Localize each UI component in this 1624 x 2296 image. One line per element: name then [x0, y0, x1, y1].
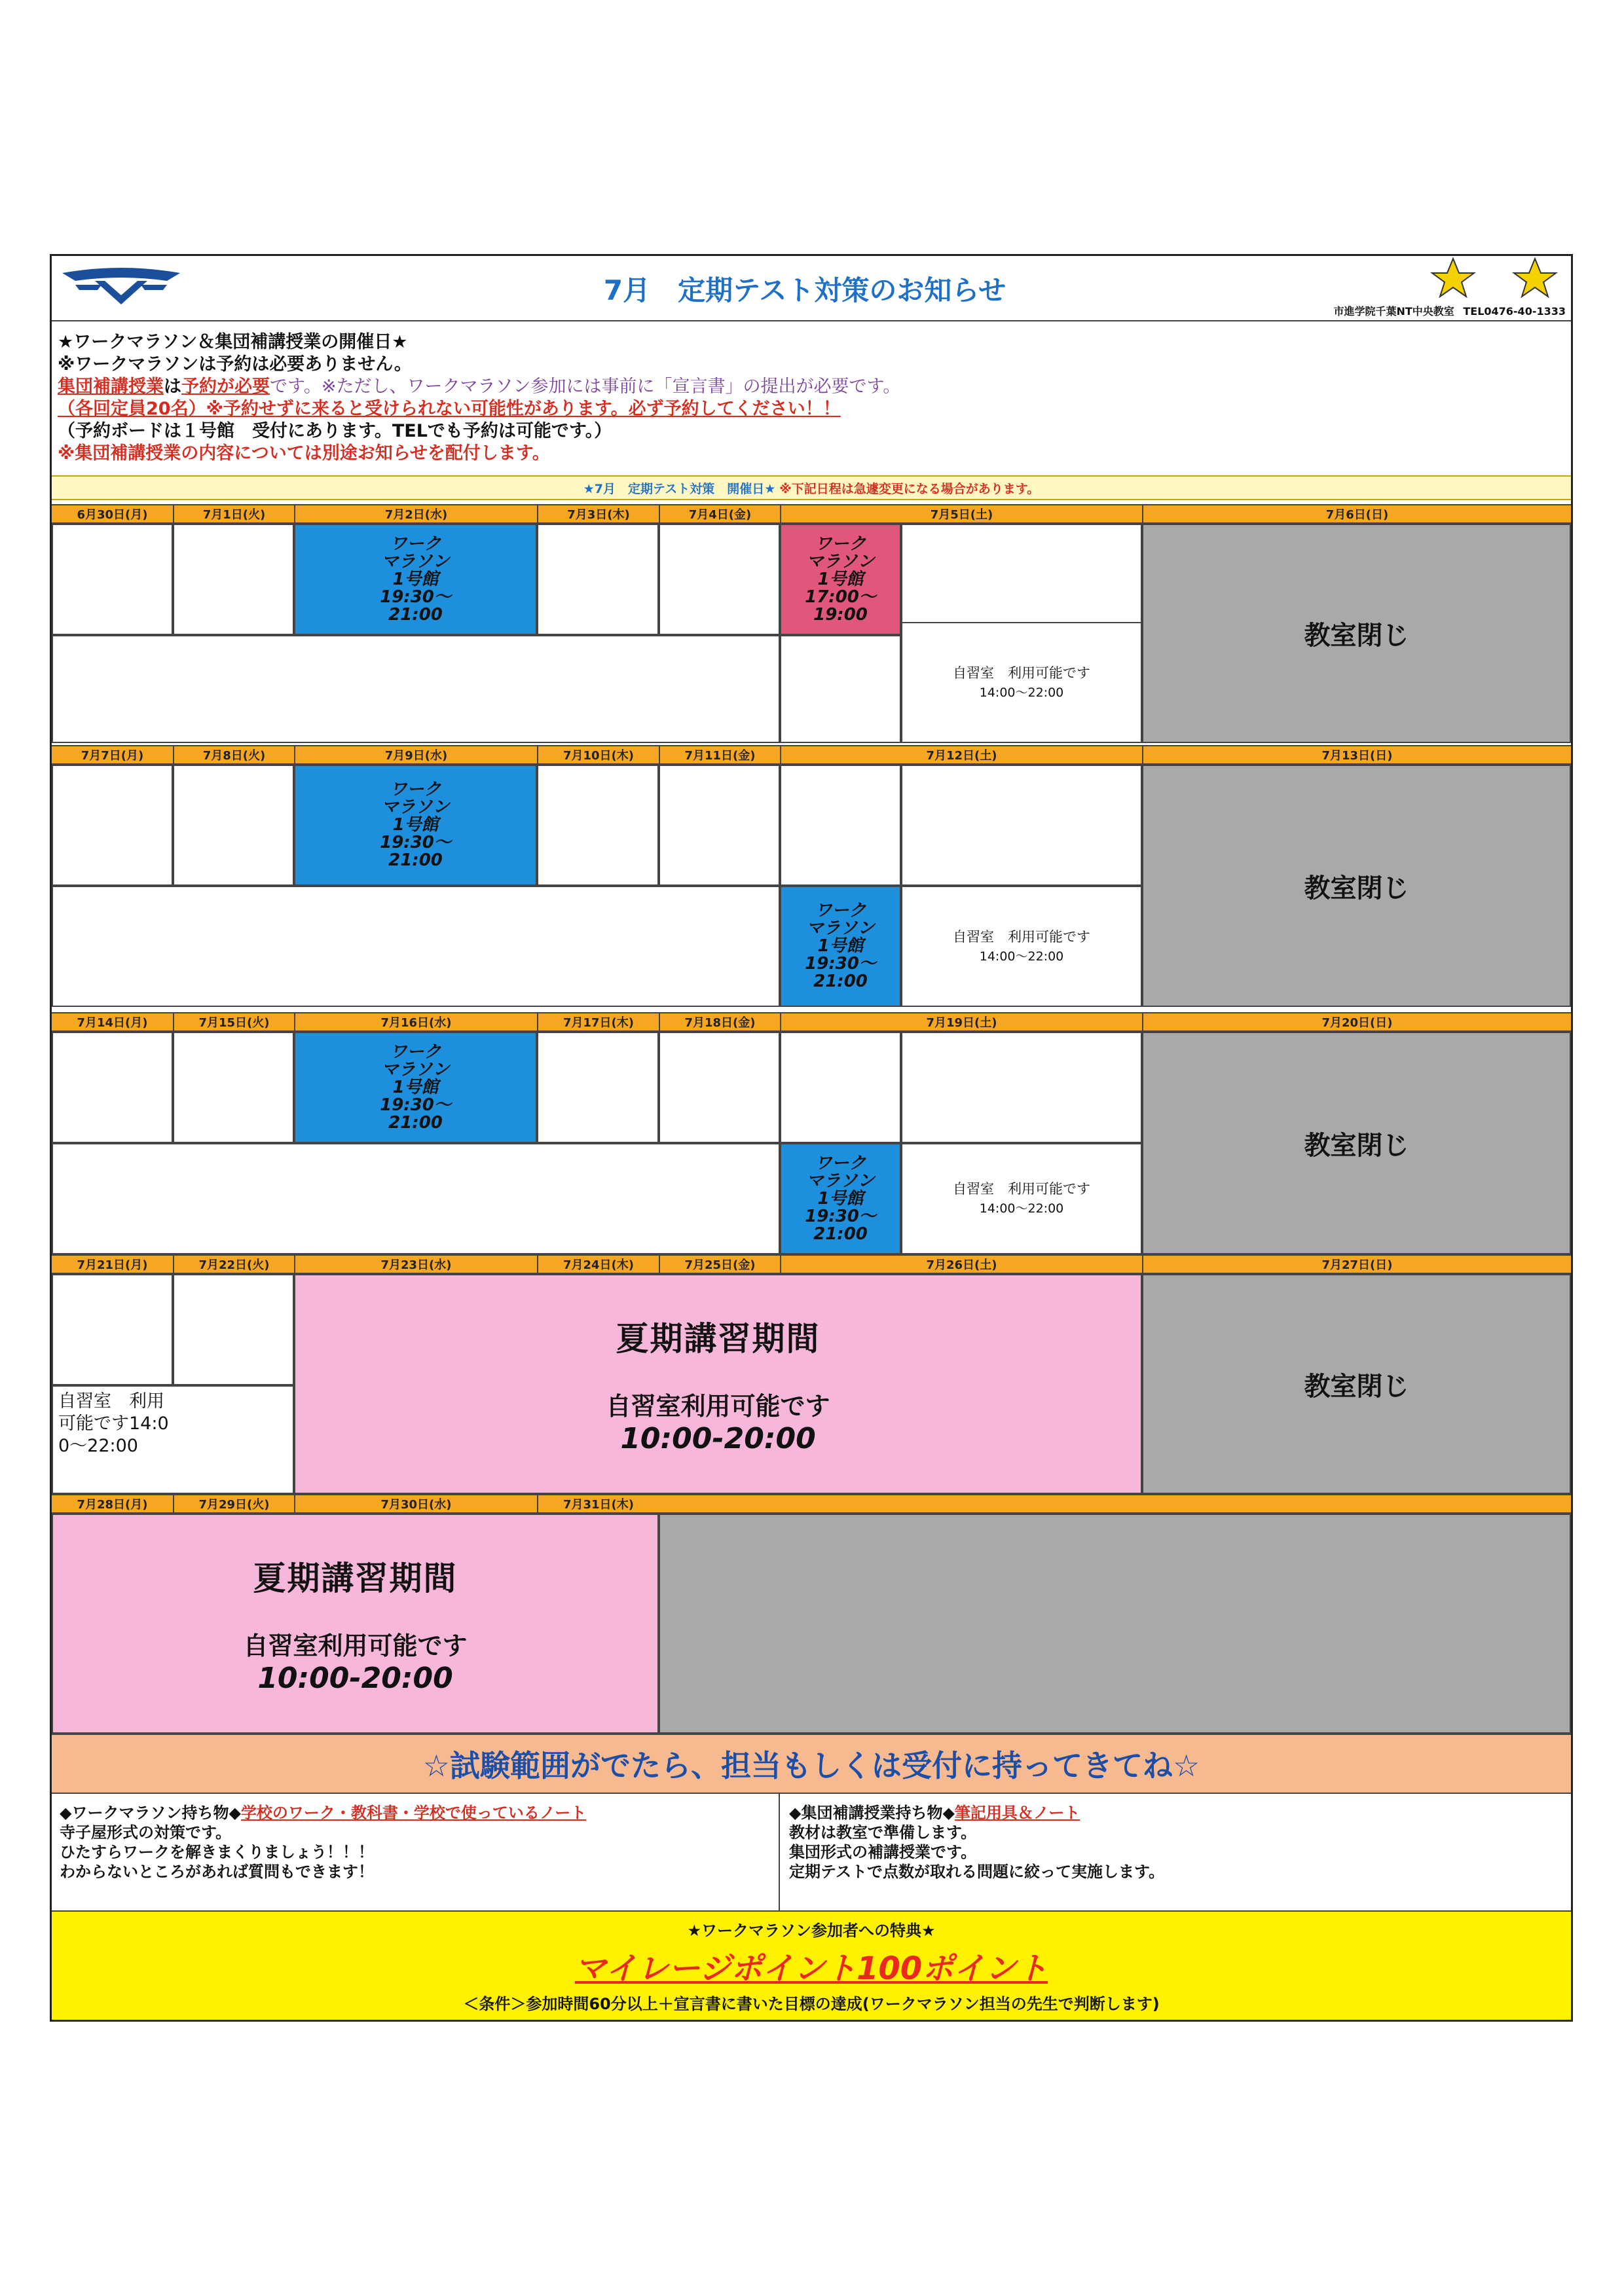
- empty-slot: [52, 886, 780, 1007]
- study-room-slot: [901, 622, 1142, 743]
- bonus-condition: ＜条件＞参加時間60分以上＋宣言書に書いた目標の達成(ワークマラソン担当の先生で判断します): [463, 1995, 1160, 2013]
- empty-slot: [52, 1032, 173, 1143]
- event-time: 21:00: [388, 604, 443, 625]
- summer-title: 夏期講習期間: [253, 1559, 458, 1597]
- study-room-slot: [901, 886, 1142, 1007]
- day-label: 7月30日(水): [294, 1495, 537, 1512]
- day-label: 7月31日(木): [537, 1495, 659, 1512]
- day-label: 7月2日(水): [294, 505, 537, 522]
- day-label: 7月19日(土): [780, 1013, 1142, 1030]
- banner-title: ★7月 定期テスト対策 開催日★: [583, 481, 776, 496]
- empty-slot: [537, 765, 659, 886]
- study-line: 自習室 利用可能です14:00～22:00: [58, 1391, 169, 1456]
- notice-text: です。※ただし、ワークマラソン参加には事前に「宣言書」の提出が必要です。: [270, 376, 901, 397]
- week-header: [52, 1254, 1571, 1274]
- week-header: [52, 504, 1571, 524]
- empty-slot: [780, 765, 901, 886]
- schedule-banner: [52, 475, 1571, 500]
- empty-slot: [537, 524, 659, 635]
- event-time: 21:00: [813, 972, 868, 991]
- event-time: 17:00～: [805, 587, 876, 607]
- classroom-closed: [1142, 1274, 1571, 1494]
- summer-time: 10:00-20:00: [620, 1422, 816, 1455]
- work-marathon-event[interactable]: [780, 524, 901, 635]
- bonus-points: マイレージポイント100ポイント: [574, 1950, 1048, 1987]
- day-label: 7月25日(金): [659, 1256, 780, 1273]
- day-label: 7月27日(日): [1142, 1256, 1571, 1273]
- week-header: [52, 1012, 1571, 1032]
- day-label: 7月1日(火): [173, 505, 294, 522]
- event-line: 1号館: [817, 569, 864, 589]
- notice-emph: 予約が必要: [181, 376, 270, 397]
- unused-area: [659, 1514, 1571, 1734]
- school-name: [1333, 303, 1566, 318]
- summer-line: 自習室利用可能です: [606, 1392, 830, 1421]
- empty-slot: [173, 524, 294, 635]
- event-line: マラソン: [381, 1059, 450, 1080]
- event-line: ワーク: [390, 534, 441, 554]
- event-time: 21:00: [388, 850, 443, 870]
- empty-slot: [659, 765, 780, 886]
- day-label: 7月6日(日): [1142, 505, 1571, 522]
- closed-label: 教室閉じ: [1304, 1371, 1409, 1402]
- summer-title: 夏期講習期間: [616, 1320, 821, 1358]
- event-line: 1号館: [817, 1188, 864, 1209]
- banner-warning: ※下記日程は急遽変更になる場合があります。: [779, 481, 1040, 496]
- exam-message: ☆試験範囲がでたら、担当もしくは受付に持ってきてね☆: [422, 1748, 1200, 1783]
- day-label: 7月4日(金): [659, 505, 780, 522]
- day-label: 7月9日(水): [294, 746, 537, 763]
- items-line: 集団形式の補講授業です。: [789, 1843, 977, 1861]
- work-marathon-items: [52, 1794, 780, 1910]
- day-label: 7月11日(金): [659, 746, 780, 763]
- event-line: ワーク: [815, 1153, 866, 1173]
- items-heading-a: ◆集団補講授業持ち物◆: [789, 1804, 955, 1822]
- event-time: 21:00: [813, 1224, 868, 1244]
- classroom-closed: [1142, 1032, 1571, 1254]
- event-line: 1号館: [392, 1077, 439, 1097]
- study-line: 自習室 利用可能です: [953, 665, 1090, 681]
- empty-slot: [52, 1274, 173, 1385]
- notice-line: （各回定員20名）※予約せずに来ると受けられない可能性があります。必ず予約してください！！: [58, 399, 841, 419]
- items-heading-b: 学校のワーク・教科書・学校で使っているノート: [240, 1804, 587, 1822]
- empty-slot: [780, 1032, 901, 1143]
- day-label: 7月15日(火): [173, 1013, 294, 1030]
- day-label: 7月29日(火): [173, 1495, 294, 1512]
- event-line: マラソン: [381, 797, 450, 817]
- school-name-text: 市進学院千葉NT中央教室: [1333, 305, 1454, 318]
- day-label: 7月18日(金): [659, 1013, 780, 1030]
- day-label: 7月14日(月): [77, 1016, 148, 1030]
- work-marathon-event[interactable]: [294, 765, 537, 886]
- work-marathon-event[interactable]: [780, 886, 901, 1007]
- event-time: 19:30～: [380, 833, 451, 852]
- event-line: マラソン: [806, 919, 875, 938]
- notice-line: [58, 376, 1564, 398]
- empty-slot: [173, 1032, 294, 1143]
- exam-message-band: [52, 1734, 1571, 1794]
- star-character-icon: [1509, 256, 1561, 298]
- empty-slot: [659, 524, 780, 635]
- empty-slot: [901, 765, 1142, 886]
- items-heading: [789, 1803, 1562, 1823]
- event-line: マラソン: [806, 551, 875, 572]
- empty-slot: [52, 635, 780, 743]
- summer-session: [52, 1514, 659, 1734]
- event-time: 19:00: [813, 604, 868, 625]
- event-time: 19:30～: [805, 1206, 876, 1226]
- week-header: [52, 1494, 1571, 1514]
- bonus-heading: ★ワークマラソン参加者への特典★: [687, 1922, 936, 1940]
- event-line: マラソン: [381, 551, 450, 572]
- day-label: 7月10日(木): [537, 746, 659, 763]
- summer-session: [294, 1274, 1142, 1494]
- event-line: ワーク: [815, 534, 866, 554]
- notice-line: （予約ボードは１号館 受付にあります。TELでも予約は可能です。）: [58, 421, 612, 441]
- closed-label: 教室閉じ: [1304, 873, 1409, 903]
- day-label: 7月16日(水): [294, 1013, 537, 1030]
- day-label: 6月30日(月): [77, 508, 148, 522]
- empty-slot: [52, 524, 173, 635]
- items-line: 定期テストで点数が取れる問題に絞って実施します。: [789, 1863, 1165, 1881]
- day-label: 7月20日(日): [1142, 1013, 1571, 1030]
- day-label: 7月28日(月): [77, 1498, 148, 1512]
- week-header: [52, 745, 1571, 765]
- study-time: 14:00～22:00: [979, 685, 1064, 700]
- group-class-items: [780, 1794, 1571, 1910]
- school-logo-icon: [56, 261, 187, 314]
- empty-slot: [52, 1143, 780, 1254]
- items-heading-a: ◆ワークマラソン持ち物◆: [60, 1804, 241, 1822]
- day-label: 7月26日(土): [780, 1256, 1142, 1273]
- empty-slot: [52, 765, 173, 886]
- items-line: わからないところがあれば質問もできます！: [60, 1863, 374, 1881]
- event-time: 19:30～: [805, 954, 876, 974]
- empty-slot: [173, 1274, 294, 1385]
- day-label: 7月13日(日): [1142, 746, 1571, 763]
- day-label: 7月7日(月): [81, 749, 144, 763]
- items-line: 教材は教室で準備します。: [789, 1823, 977, 1842]
- page-header: [52, 256, 1571, 321]
- event-time: 21:00: [388, 1112, 443, 1133]
- items-line: ひたすらワークを解きまくりましょう！！！: [60, 1843, 374, 1861]
- event-line: 1号館: [392, 815, 439, 835]
- study-room-slot: [52, 1385, 294, 1494]
- work-marathon-event[interactable]: [294, 1032, 537, 1143]
- summer-line: 自習室利用可能です: [243, 1631, 468, 1660]
- work-marathon-event[interactable]: [294, 524, 537, 635]
- summer-time: 10:00-20:00: [257, 1662, 453, 1695]
- notice-line: ※ワークマラソンは予約は必要ありません。: [58, 354, 412, 374]
- empty-slot: [537, 1032, 659, 1143]
- items-heading-b: 筆記用具＆ノート: [954, 1804, 1080, 1822]
- empty-slot: [659, 1032, 780, 1143]
- event-line: ワーク: [390, 780, 441, 799]
- empty-slot: [173, 765, 294, 886]
- day-label: 7月17日(木): [537, 1013, 659, 1030]
- school-tel: TEL0476-40-1333: [1463, 305, 1566, 318]
- star-character-icon: [1427, 256, 1479, 298]
- day-label: 7月22日(火): [173, 1256, 294, 1273]
- event-line: ワーク: [390, 1042, 441, 1062]
- event-line: ワーク: [815, 901, 866, 920]
- study-room-slot: [901, 1143, 1142, 1254]
- empty-slot: [901, 524, 1142, 635]
- work-marathon-event[interactable]: [780, 1143, 901, 1254]
- event-time: 19:30～: [380, 587, 451, 607]
- study-line: 自習室 利用可能です: [953, 928, 1090, 945]
- classroom-closed: [1142, 765, 1571, 1007]
- day-label: 7月24日(木): [537, 1256, 659, 1273]
- day-label: 7月21日(月): [77, 1258, 148, 1272]
- page-title: 7月 定期テスト対策のお知らせ: [603, 274, 1006, 306]
- notice-block: [58, 331, 1564, 465]
- items-heading: [60, 1803, 771, 1823]
- items-line: 寺子屋形式の対策です。: [60, 1823, 232, 1842]
- study-time: 14:00～22:00: [979, 1201, 1064, 1216]
- day-label: 7月23日(水): [294, 1256, 537, 1273]
- classroom-closed: [1142, 524, 1571, 743]
- notice-emph: 集団補講授業: [58, 376, 164, 397]
- study-line: 自習室 利用可能です: [953, 1181, 1090, 1197]
- empty-slot: [780, 635, 901, 743]
- event-line: 1号館: [817, 936, 864, 956]
- bonus-band: [52, 1910, 1571, 2020]
- day-label: 7月12日(土): [780, 746, 1142, 763]
- notice-line: ※集団補講授業の内容については別途お知らせを配付します。: [58, 443, 550, 464]
- notice-text: は: [164, 376, 181, 397]
- closed-label: 教室閉じ: [1304, 1130, 1409, 1161]
- notice-line: ★ワークマラソン＆集団補講授業の開催日★: [58, 332, 408, 352]
- day-label: 7月5日(土): [780, 505, 1142, 522]
- empty-slot: [901, 1032, 1142, 1143]
- event-time: 19:30～: [380, 1095, 451, 1115]
- event-line: マラソン: [806, 1171, 875, 1191]
- day-label: 7月3日(木): [537, 505, 659, 522]
- closed-label: 教室閉じ: [1304, 621, 1409, 651]
- study-time: 14:00～22:00: [979, 949, 1064, 964]
- event-line: 1号館: [392, 569, 439, 589]
- day-label: 7月8日(火): [173, 746, 294, 763]
